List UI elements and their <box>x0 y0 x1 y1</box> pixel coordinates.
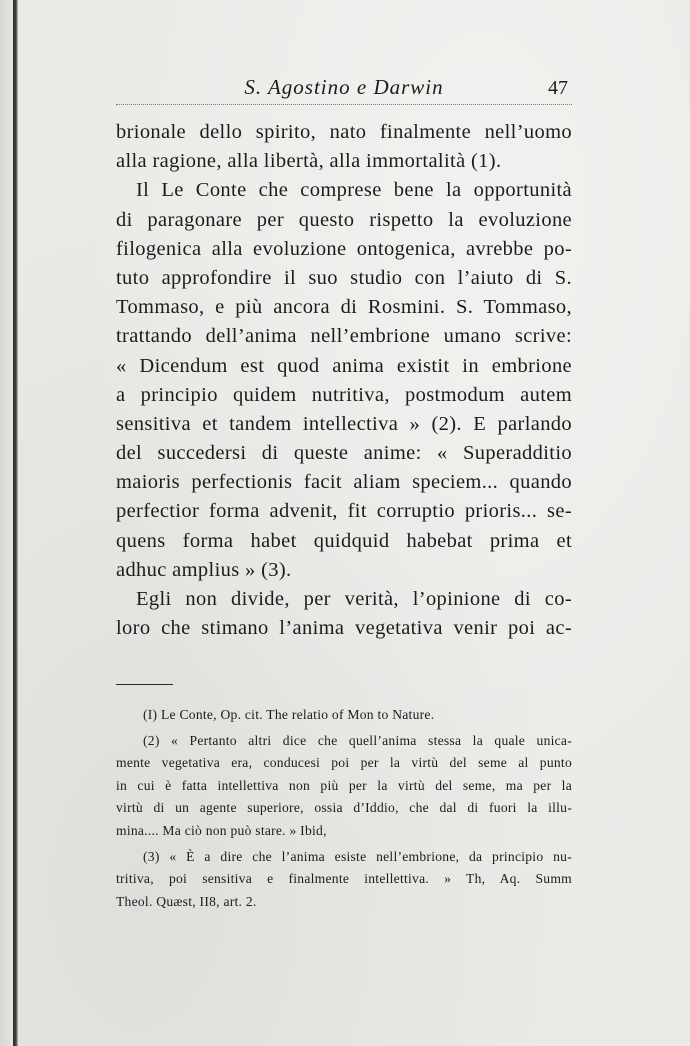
text-line: maioris perfectionis facit aliam speciem... quando <box>116 471 572 494</box>
text-line: loro che stimano l’anima vegetativa venir poi ac- <box>116 617 572 640</box>
text-line: trattando dell’anima nell’embrione umano scrive: <box>116 325 572 348</box>
running-title: S. Agostino e Darwin <box>244 75 444 99</box>
footnote-line: mente vegetativa era, conducesi poi per la virtù del seme al punto <box>116 755 572 771</box>
text-line: « Dicendum est quod anima existit in embrione <box>116 354 572 377</box>
text-line: brionale dello spirito, nato finalmente nell’uomo <box>116 121 572 143</box>
footnote-line: virtù di un agente superiore, ossia d’Iddio, che dal di fuori la illu- <box>116 800 572 816</box>
text-line: Egli non divide, per verità, l’opinione di co- <box>136 588 572 610</box>
footnote-line: Theol. Quæst, II8, art. 2. <box>116 893 257 909</box>
footnote-line: (2) « Pertanto altri dice che quell’anima stessa la quale unica- <box>143 732 572 748</box>
text-line: quens forma habet quidquid habebat prima et <box>116 529 572 552</box>
text-line: a principio quidem nutritiva, postmodum autem <box>116 383 572 406</box>
footnote-3 <box>116 846 572 914</box>
footnote-line: mina.... Ma ciò non può stare. » Ibid, <box>116 822 327 838</box>
text-line: tuto approfondire il suo studio con l’aiuto di S. <box>116 266 572 289</box>
text-line: adhuc amplius » (3). <box>116 558 292 581</box>
footnote-rule <box>116 684 173 685</box>
footnote-line: tritiva, poi sensitiva e finalmente intellettiva. » Th, Aq. Summ <box>116 871 572 887</box>
footnote-line: (3) « È a dire che l’anima esiste nell’embrione, da principio nu- <box>143 848 572 864</box>
footnote-line: in cui è fatta intellettiva non più per la virtù del seme, ma per la <box>116 777 572 793</box>
text-line: Il Le Conte che comprese bene la opportunità <box>136 179 572 202</box>
footnotes <box>116 704 572 916</box>
text-line: filogenica alla evoluzione ontogenica, avrebbe po- <box>116 237 572 260</box>
body-text <box>116 118 572 643</box>
text-line: di paragonare per questo rispetto la evoluzione <box>116 208 572 231</box>
header-rule <box>116 104 572 105</box>
footnote-1 <box>116 704 572 727</box>
text-line: alla ragione, alla libertà, alla immortalità (1). <box>116 150 502 173</box>
binding-edge <box>13 0 18 1046</box>
footnote-line: (I) Le Conte, Op. cit. The relatio of Mon to Nature. <box>143 707 435 722</box>
page-header <box>116 75 572 107</box>
text-line: perfectior forma advenit, fit corruptio prioris... se- <box>116 500 572 523</box>
text-line: Tommaso, e più ancora di Rosmini. S. Tommaso, <box>116 296 572 319</box>
text-line: del succedersi di queste anime: « Superadditio <box>116 442 572 465</box>
binding-shadow <box>0 0 13 1046</box>
page-number: 47 <box>548 77 568 99</box>
footnote-2 <box>116 730 572 843</box>
text-line: sensitiva et tandem intellectiva » (2). E parlando <box>116 412 572 435</box>
